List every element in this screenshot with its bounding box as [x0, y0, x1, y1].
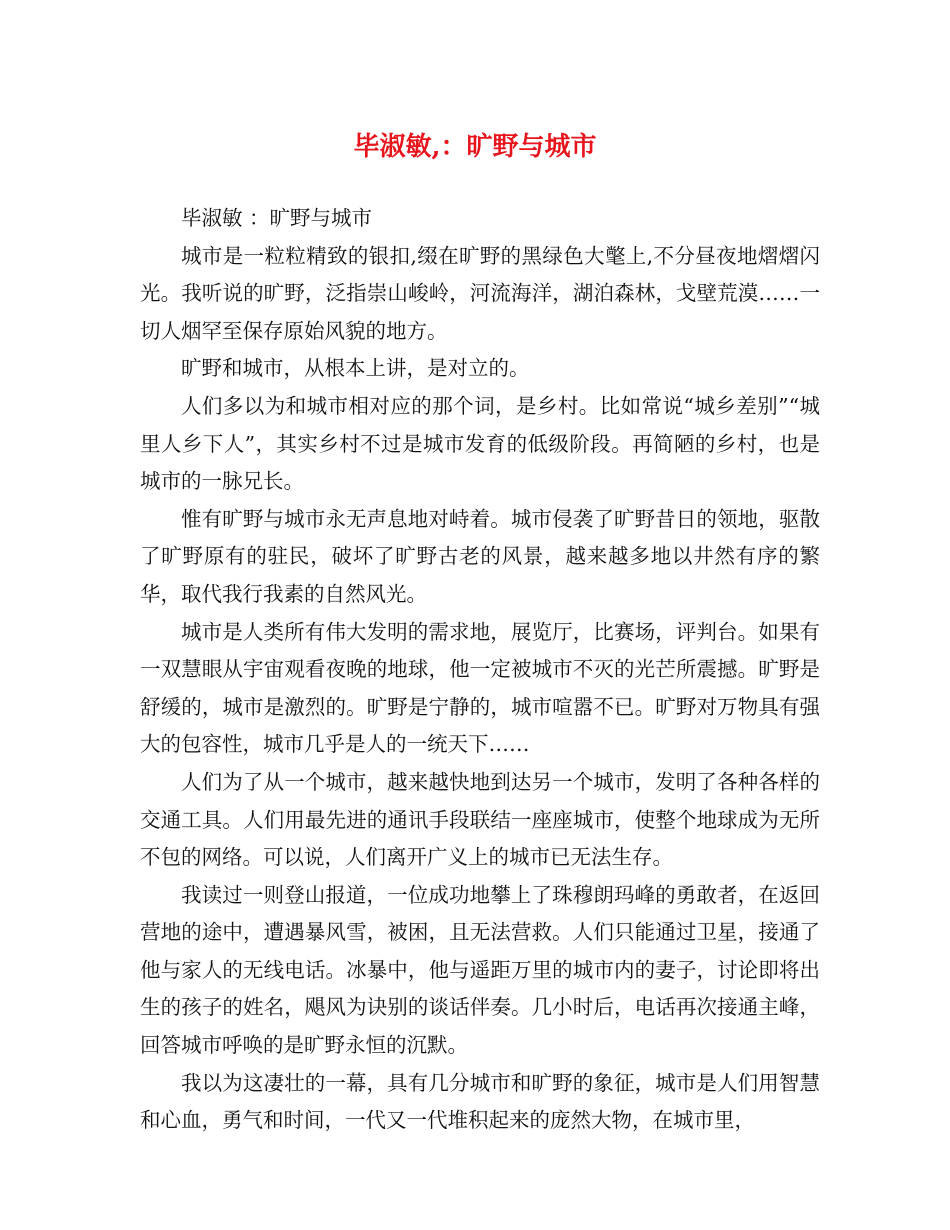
- paragraph: 我以为这凄壮的一幕，具有几分城市和旷野的象征，城市是人们用智慧和心血，勇气和时间，一代又一代堆积起来的庞然大物，在城市里，: [140, 1070, 820, 1133]
- paragraph: 我读过一则登山报道，一位成功地攀上了珠穆朗玛峰的勇敢者，在返回营地的途中，遭遇暴风雪，被困，且无法营救。人们只能通过卫星，接通了他与家人的无线电话。冰暴中，他与遥距万里的城市内的妻子，讨论即将出生的孩子的姓名，飓风为诀别的谈话伴奏。几小时后，电话再次接通主峰，回答城市呼唤的是旷野永恒的沉默。: [140, 882, 820, 1058]
- paragraph: 旷野和城市，从根本上讲，是对立的。: [181, 356, 530, 381]
- paragraph: 城市是一粒粒精致的银扣,缀在旷野的黑绿色大氅上,不分昼夜地熠熠闪光。我听说的旷野，泛指崇山峻岭，河流海洋，湖泊森林，戈壁荒漠……一切人烟罕至保存原始风貌的地方。: [140, 243, 820, 343]
- paragraph: 毕淑敏 ：旷野与城市: [181, 206, 373, 230]
- paragraph: 人们为了从一个城市，越来越快地到达另一个城市，发明了各种各样的交通工具。人们用最先进的通讯手段联结一座座城市，使整个地球成为无所不包的网络。可以说，人们离开广义上的城市已无法生存。: [140, 769, 820, 870]
- paragraph: 城市是人类所有伟大发明的需求地，展览厅，比赛场，评判台。如果有一双慧眼从宇宙观看夜晚的地球，他一定被城市不灭的光芒所震撼。旷野是舒缓的，城市是激烈的。旷野是宁静的，城市喧嚣不已。旷野对万物具有强大的包容性，城市几乎是人的一统天下……: [140, 619, 820, 757]
- paragraph: 惟有旷野与城市永无声息地对峙着。城市侵袭了旷野昔日的领地，驱散了旷野原有的驻民，破坏了旷野古老的风景，越来越多地以井然有序的繁华，取代我行我素的自然风光。: [140, 506, 820, 606]
- document-title: 毕淑敏,：旷野与城市: [353, 132, 597, 162]
- paragraph: 人们多以为和城市相对应的那个词，是乡村。比如常说“城乡差别”“城里人乡下人”，其实乡村不过是城市发育的低级阶段。再简陋的乡村，也是城市的一脉兄长。: [140, 393, 820, 494]
- document-body: [140, 200, 820, 1140]
